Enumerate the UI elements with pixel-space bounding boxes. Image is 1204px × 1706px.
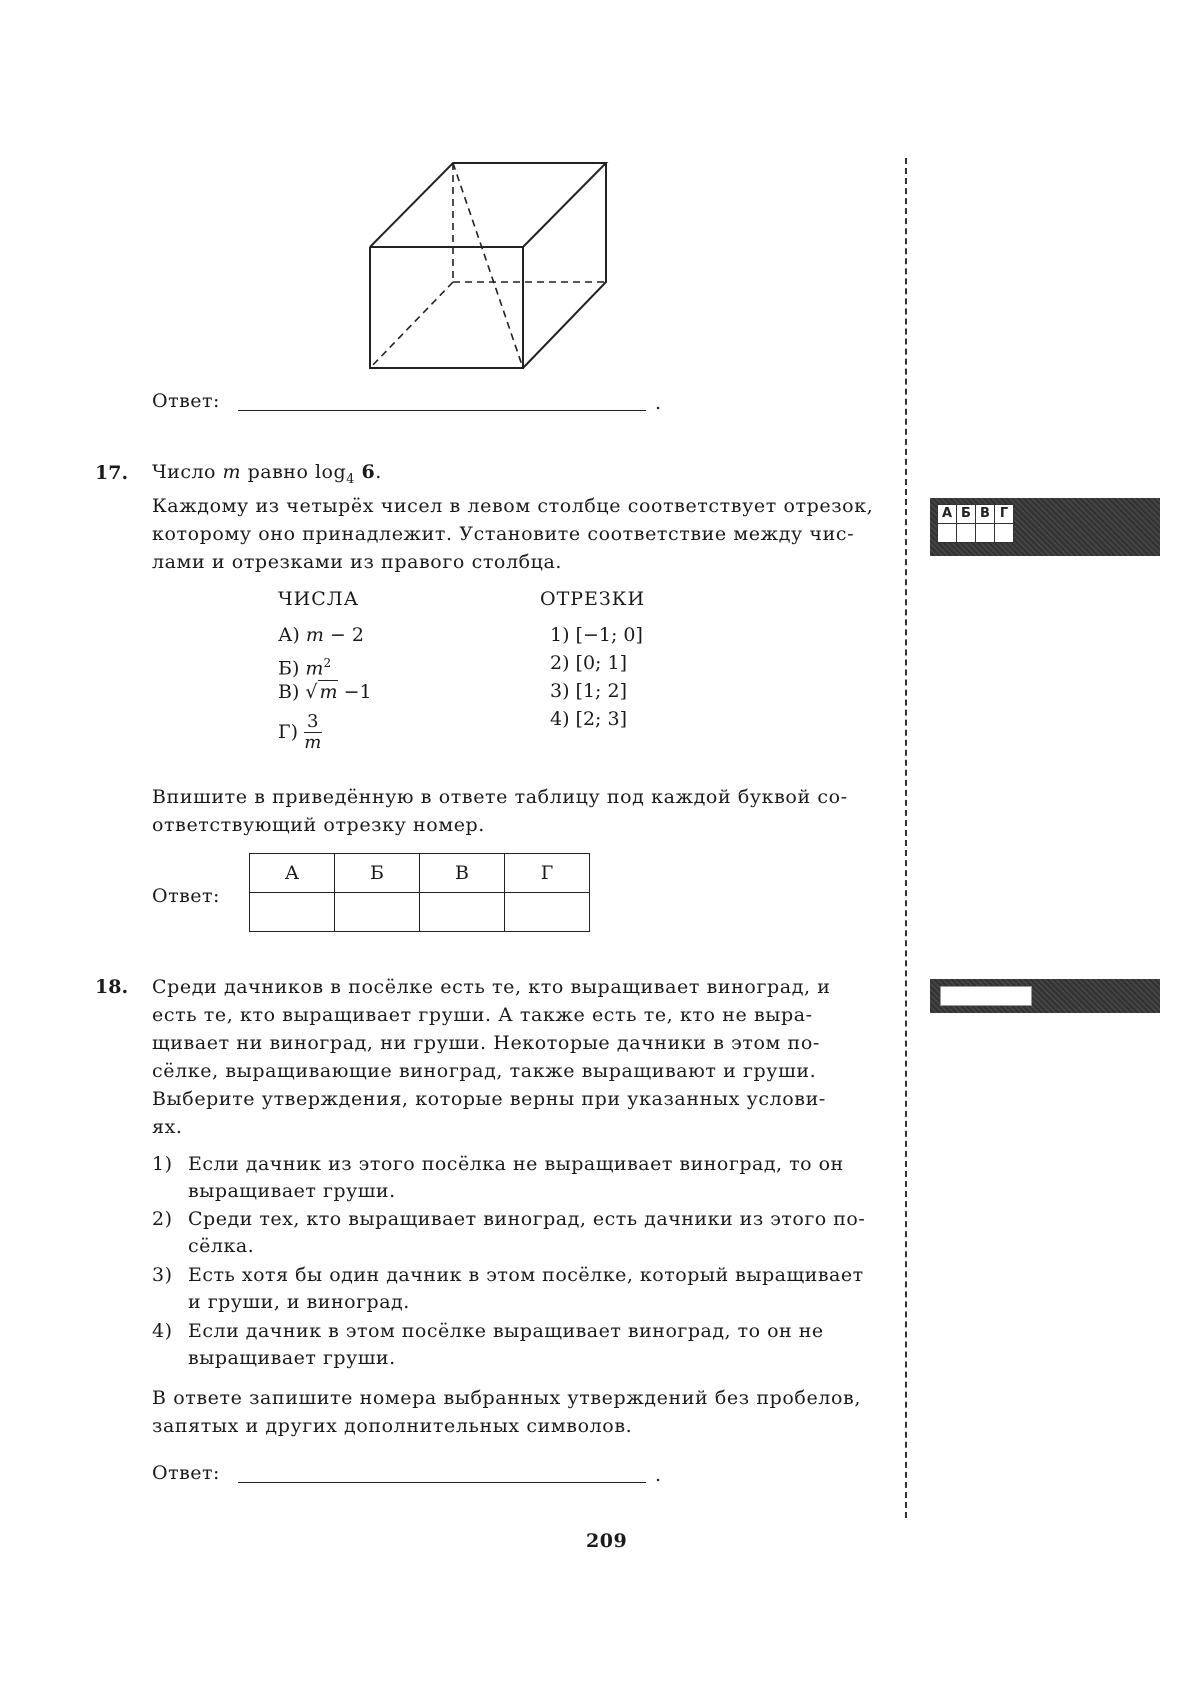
number-option-var: m (305, 657, 324, 680)
q17-intro (152, 461, 382, 487)
q17-intro-base: 4 (346, 471, 355, 487)
margin-grid-cell[interactable] (938, 524, 956, 542)
q17-intro-arg: 6 (361, 461, 376, 483)
answer-field-16[interactable] (238, 410, 646, 411)
number-option-label: Г) (278, 721, 298, 743)
q18-option-number: 3) (152, 1264, 173, 1286)
margin-grid-cell[interactable] (957, 524, 975, 542)
q18-option-line: Есть хотя бы один дачник в этом посёлке, который выращивает (188, 1264, 864, 1286)
sqrt-var: m (319, 681, 338, 703)
q17-intro-end: . (375, 461, 382, 483)
cube-figure (360, 155, 620, 375)
q18-option-line: Среди тех, кто выращивает виноград, есть дачники из этого по- (188, 1208, 866, 1230)
q18-paragraph-line: сёлке, выращивающие виноград, также выращивают и груши. (152, 1060, 817, 1082)
answer-table-cell[interactable] (505, 893, 590, 932)
segment-option: 2) [0; 1] (550, 652, 627, 674)
q17-instruction-line: Впишите в приведённую в ответе таблицу под каждой буквой со- (152, 786, 848, 808)
fraction (304, 712, 321, 753)
margin-grid-cell[interactable] (976, 524, 994, 542)
q18-paragraph-line: ях. (152, 1116, 183, 1138)
q18-paragraph-line: есть те, кто выращивает груши. А также есть те, кто не выра- (152, 1004, 813, 1026)
q17-intro-mid: равно (247, 461, 309, 483)
q18-option-number: 4) (152, 1320, 173, 1342)
q17-intro-log: log (314, 461, 347, 483)
number-option-a (278, 622, 364, 649)
answer-table-cell[interactable] (250, 893, 335, 932)
margin-grid-cell[interactable] (995, 524, 1013, 542)
q17-intro-var: m (222, 461, 242, 483)
answer-table-header: Г (505, 854, 590, 893)
answer-table-header: В (420, 854, 505, 893)
q18-option (152, 1151, 887, 1205)
q17-instruction (152, 783, 887, 839)
number-option-sup: 2 (323, 656, 332, 670)
sqrt-sign: √ (305, 681, 318, 703)
segment-option: 3) [1; 2] (550, 680, 627, 702)
margin-grid-letter: Г (995, 505, 1013, 523)
q18-option (152, 1318, 887, 1372)
answer-table-header: А (250, 854, 335, 893)
number-option-label: А) (278, 624, 300, 646)
number-option-label: В) (278, 681, 300, 703)
question-number-18: 18. (95, 976, 129, 998)
margin-answer-field-18[interactable] (940, 986, 1032, 1006)
answer-dot-16: . (655, 392, 662, 414)
number-option-var: m (305, 624, 324, 646)
fraction-denominator: m (304, 732, 322, 753)
number-option-rest: − 2 (323, 624, 364, 646)
answer-label-17: Ответ: (152, 885, 220, 907)
q18-option-line: выращивает груши. (188, 1180, 396, 1202)
number-option-b (278, 650, 331, 682)
q17-paragraph-line: Каждому из четырёх чисел в левом столбце соответствует отрезок, (152, 495, 874, 517)
q18-instruction-line: запятых и других дополнительных символов. (152, 1415, 633, 1437)
numbers-column-header: ЧИСЛА (278, 588, 360, 610)
answer-table-17 (249, 853, 590, 932)
q18-option (152, 1262, 887, 1316)
q18-option-number: 2) (152, 1208, 173, 1230)
q18-option-line: сёлка. (188, 1235, 255, 1257)
q18-option (152, 1206, 887, 1260)
q17-intro-prefix: Число (152, 461, 216, 483)
q18-instruction (152, 1384, 887, 1440)
q18-paragraph-line: Среди дачников в посёлке есть те, кто выращивает виноград, и (152, 976, 831, 998)
q18-paragraph-line: щивает ни виноград, ни груши. Некоторые дачники в этом по- (152, 1032, 820, 1054)
margin-letter-grid (937, 504, 1014, 543)
number-option-rest: −1 (337, 681, 372, 703)
answer-label-16: Ответ: (152, 390, 220, 412)
answer-table-cell[interactable] (420, 893, 505, 932)
answer-table-header: Б (335, 854, 420, 893)
segment-option: 1) [−1; 0] (550, 624, 643, 646)
q18-paragraph-line: Выберите утверждения, которые верны при указанных услови- (152, 1088, 826, 1110)
margin-grid-letter: Б (957, 505, 975, 523)
q17-paragraph (152, 492, 887, 576)
answer-dot-18: . (655, 1464, 662, 1486)
number-option-d (278, 712, 322, 753)
segments-column-header: ОТРЕЗКИ (540, 588, 646, 610)
q18-instruction-line: В ответе запишите номера выбранных утверждений без пробелов, (152, 1387, 861, 1409)
q18-paragraph (152, 973, 887, 1141)
cut-line (905, 158, 907, 1518)
fraction-numerator: 3 (304, 712, 321, 733)
number-option-c (278, 679, 372, 706)
q18-option-line: и груши, и виноград. (188, 1291, 410, 1313)
page-number: 209 (586, 1530, 628, 1552)
q18-option-number: 1) (152, 1153, 173, 1175)
answer-table-cell[interactable] (335, 893, 420, 932)
q18-option-line: выращивает груши. (188, 1347, 396, 1369)
q18-option-line: Если дачник в этом посёлке выращивает виноград, то он не (188, 1320, 824, 1342)
margin-grid-letter: А (938, 505, 956, 523)
q17-paragraph-line: лами и отрезками из правого столбца. (152, 551, 563, 573)
margin-grid-letter: В (976, 505, 994, 523)
segment-option: 4) [2; 3] (550, 708, 627, 730)
number-option-label: Б) (278, 657, 300, 680)
answer-label-18: Ответ: (152, 1462, 220, 1484)
q18-option-line: Если дачник из этого посёлка не выращивает виноград, то он (188, 1153, 844, 1175)
q17-instruction-line: ответствующий отрезку номер. (152, 814, 485, 836)
answer-field-18[interactable] (238, 1482, 646, 1483)
q17-paragraph-line: которому оно принадлежит. Установите соответствие между чис- (152, 523, 855, 545)
question-number-17: 17. (95, 462, 129, 484)
